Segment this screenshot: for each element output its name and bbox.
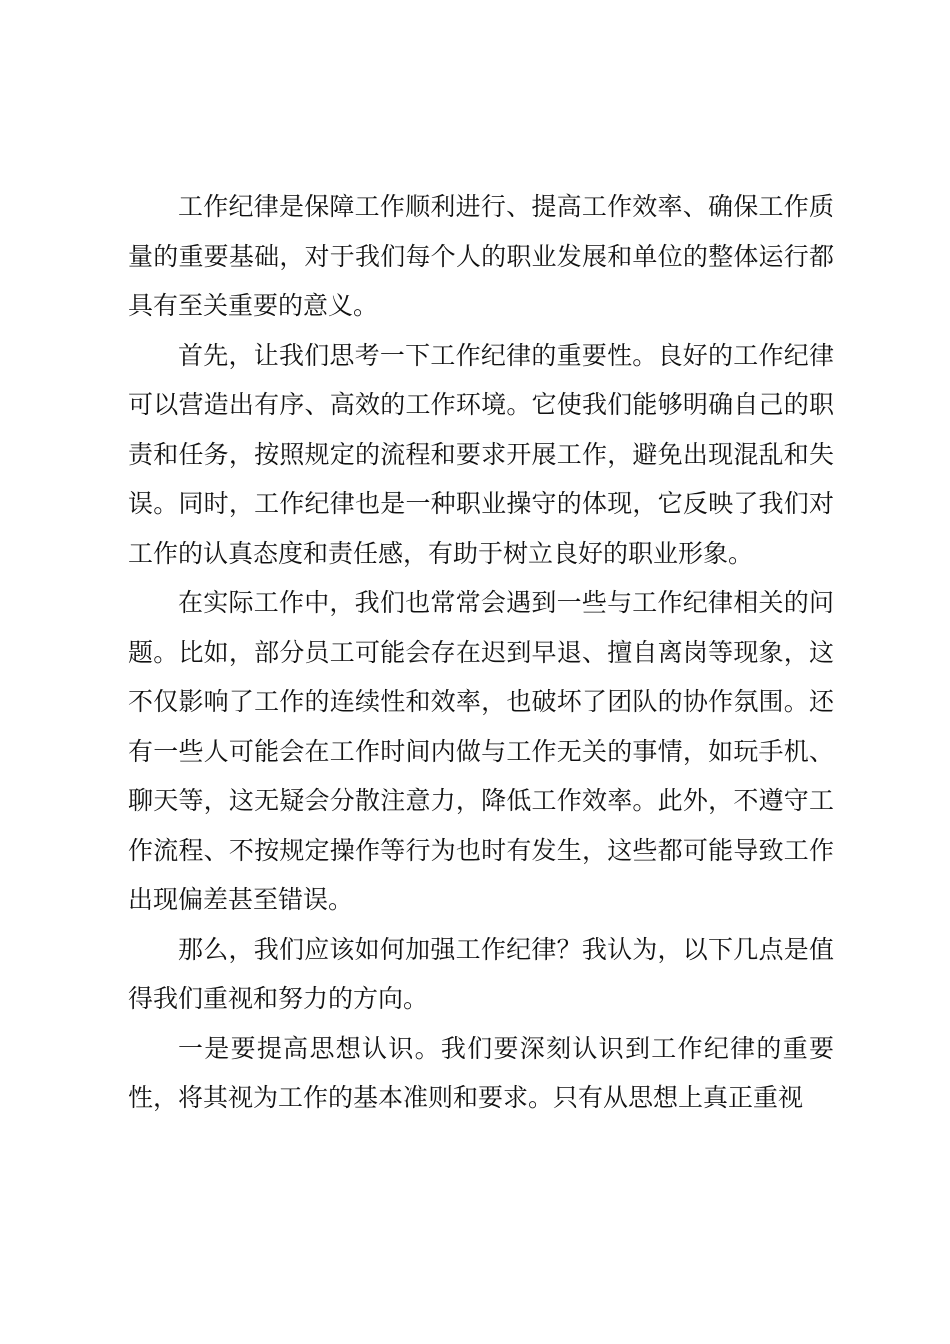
paragraph: 工作纪律是保障工作顺利进行、提高工作效率、确保工作质量的重要基础，对于我们每个人的职业发展和单位的整体运行都具有至关重要的意义。 [128, 192, 834, 320]
paragraph: 首先，让我们思考一下工作纪律的重要性。良好的工作纪律可以营造出有序、高效的工作环境。它使我们能够明确自己的职责和任务，按照规定的流程和要求开展工作，避免出现混乱和失误。同时，工作纪律也是一种职业操守的体现，它反映了我们对工作的认真态度和责任感，有助于树立良好的职业形象。 [128, 340, 834, 568]
document-body [128, 182, 834, 1123]
paragraph: 那么，我们应该如何加强工作纪律？我认为，以下几点是值得我们重视和努力的方向。 [128, 934, 834, 1013]
paragraph: 在实际工作中，我们也常常会遇到一些与工作纪律相关的问题。比如，部分员工可能会存在迟到早退、擅自离岗等现象，这不仅影响了工作的连续性和效率，也破坏了团队的协作氛围。还有一些人可能会在工作时间内做与工作无关的事情，如玩手机、聊天等，这无疑会分散注意力，降低工作效率。此外，不遵守工作流程、不按规定操作等行为也时有发生，这些都可能导致工作出现偏差甚至错误。 [128, 588, 834, 914]
paragraph: 一是要提高思想认识。我们要深刻认识到工作纪律的重要性，将其视为工作的基本准则和要求。只有从思想上真正重视 [128, 1033, 834, 1112]
